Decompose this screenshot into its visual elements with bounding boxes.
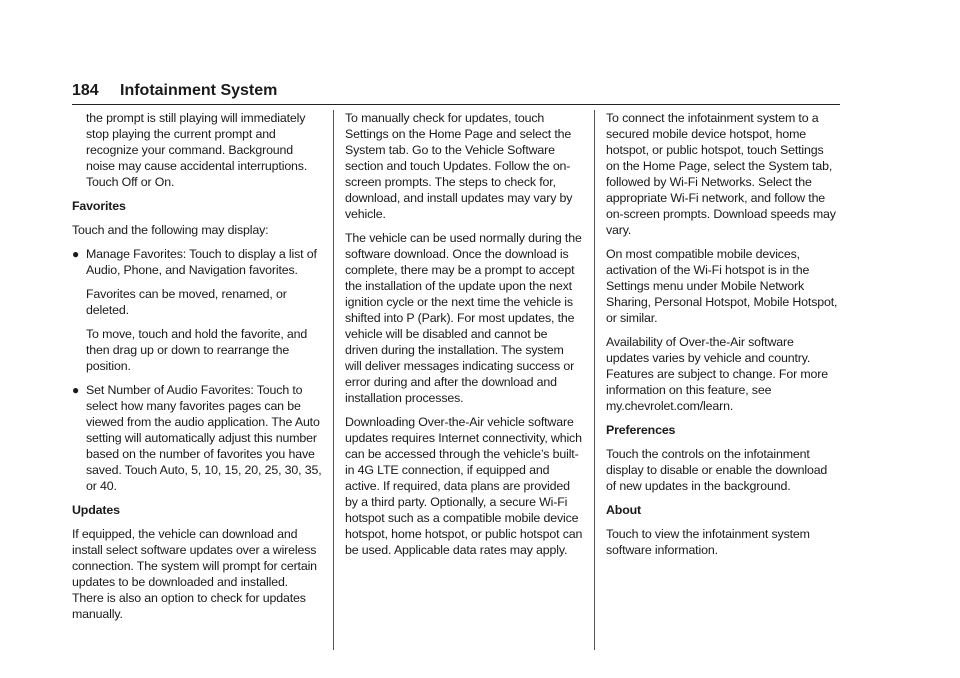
favorites-rearrange-paragraph: To move, touch and hold the favorite, and then drag up or down to rearrange the position. <box>86 327 308 373</box>
about-heading: About <box>606 503 642 517</box>
page-header <box>72 82 840 105</box>
bullet-icon: ● <box>72 383 80 397</box>
activation-paragraph: On most compatible mobile devices, activation of the Wi-Fi hotspot is in the Settings menu under Mobile Network Sharing, Personal Hotspot, Mobile Hotspot, or similar. <box>606 247 838 325</box>
about-paragraph: Touch to view the infotainment system software information. <box>606 527 810 557</box>
page-number: 184 <box>72 82 99 99</box>
availability-paragraph: Availability of Over-the-Air software updates varies by vehicle and country. Features are subject to change. For more information on this feature, see my.chevrolet.com/learn. <box>606 335 828 413</box>
column-2 <box>345 110 583 566</box>
preferences-heading: Preferences <box>606 423 676 437</box>
bullet-icon: ● <box>72 247 80 261</box>
voice-prompt-paragraph: the prompt is still playing will immediately stop playing the current prompt and recognize your command. Background noise may cause accidental interruptions. Touch Off or On. <box>86 111 308 189</box>
column-divider-1 <box>333 110 334 650</box>
column-1 <box>72 110 322 630</box>
column-divider-2 <box>594 110 595 650</box>
column-3 <box>606 110 840 566</box>
manual-check-paragraph: To manually check for updates, touch Settings on the Home Page and select the System tab. Go to the Vehicle Software section and touch Updates. Follow the on-screen prompts. The steps to check for, download, and install updates may vary by vehicle. <box>345 111 573 221</box>
bullet-audio-favorites <box>72 382 322 494</box>
bullet-text: Set Number of Audio Favorites: Touch to select how many favorites pages can be viewed from the audio application. The Auto setting will automatically adjust this number based on the number of favorites you have saved. Touch Auto, 5, 10, 15, 20, 25, 30, 35, or 40. <box>86 383 322 493</box>
favorites-heading: Favorites <box>72 199 126 213</box>
preferences-paragraph: Touch the controls on the infotainment display to disable or enable the download of new updates in the background. <box>606 447 828 493</box>
favorites-move-paragraph: Favorites can be moved, renamed, or deleted. <box>86 287 287 317</box>
connectivity-paragraph: Downloading Over-the-Air vehicle software updates requires Internet connectivity, which can be accessed through the vehicle’s built-in 4G LTE connection, if equipped and active. If required, data plans are provided by a third party. Optionally, a secure Wi-Fi hotspot such as a compatible mobile device hotspot, home hotspot, or public hotspot can be used. Applicable data rates may apply. <box>345 415 583 557</box>
section-title: Infotainment System <box>120 82 278 99</box>
bullet-manage-favorites <box>72 246 322 278</box>
hotspot-paragraph: To connect the infotainment system to a secured mobile device hotspot, home hotspot, or public hotspot, touch Settings on the Home Page, select the System tab, followed by Wi-Fi Networks. Select the appropriate Wi-Fi network, and follow the on-screen prompts. Download speeds may vary. <box>606 111 836 237</box>
updates-paragraph: If equipped, the vehicle can download and install select software updates over a wireless connection. The system will prompt for certain updates to be downloaded and installed. There is also an option to check for updates manually. <box>72 527 317 621</box>
bullet-text: Manage Favorites: Touch to display a list of Audio, Phone, and Navigation favorites. <box>86 247 317 277</box>
updates-heading: Updates <box>72 503 120 517</box>
download-paragraph: The vehicle can be used normally during the software download. Once the download is complete, there may be a prompt to accept the installation of the update upon the next ignition cycle or the next time the vehicle is shifted into P (Park). For most updates, the vehicle will be disabled and cannot be driven during the installation. The system will deliver messages indicating success or error during and after the download and installation processes. <box>345 231 582 405</box>
favorites-intro: Touch and the following may display: <box>72 223 269 237</box>
